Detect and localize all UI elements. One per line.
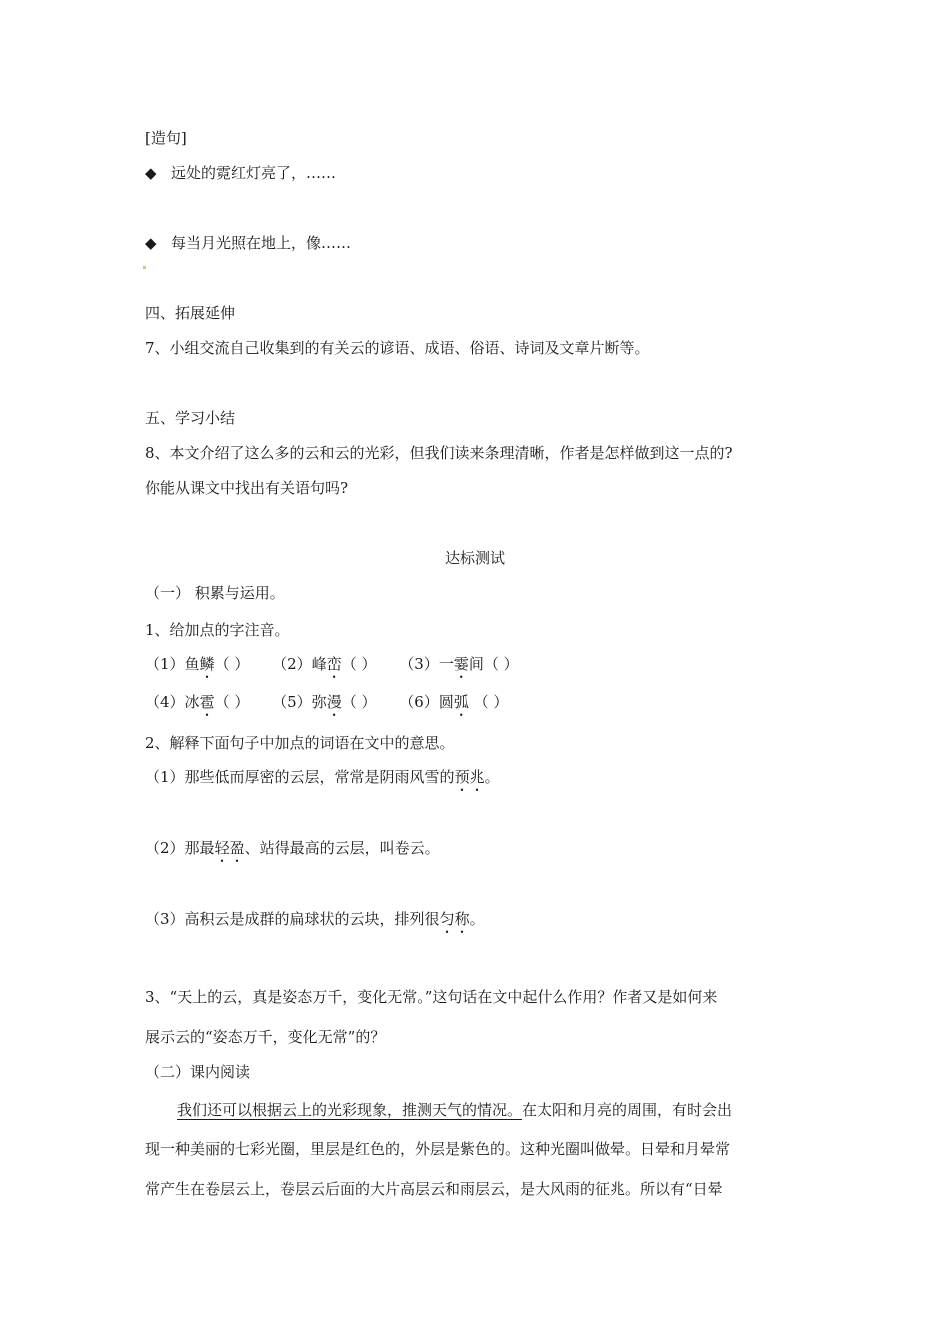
question-2-sentence-2: （2）那最轻盈、站得最高的云层，叫卷云。 bbox=[145, 839, 440, 857]
dotted-char: 弧 bbox=[453, 693, 469, 711]
part-2-heading: （二）课内阅读 bbox=[145, 1063, 251, 1081]
question-3-line-2: 展示云的“姿态万千，变化无常”的？ bbox=[145, 1028, 386, 1046]
diamond-bullet-icon: ◆ bbox=[145, 234, 157, 252]
pinyin-item: （3）一霎间（ ） bbox=[399, 655, 519, 673]
question-7: 7、小组交流自己收集到的有关云的谚语、成语、俗语、诗词及文章片断等。 bbox=[145, 339, 650, 357]
sentence-item-2 bbox=[145, 233, 351, 253]
section-5-heading: 五、学习小结 bbox=[145, 409, 236, 427]
question-8-line-2: 你能从课文中找出有关语句吗? bbox=[145, 479, 349, 497]
question-2-sentence-3: （3）高积云是成群的扁球状的云块，排列很匀称。 bbox=[145, 910, 485, 928]
sentence-item-1 bbox=[145, 163, 336, 183]
question-2-prompt: 2、解释下面句子中加点的词语在文中的意思。 bbox=[145, 734, 455, 752]
dotted-word: 轻盈 bbox=[214, 839, 245, 857]
dotted-word: 预兆 bbox=[454, 768, 485, 786]
pinyin-item: （6）圆弧 （ ） bbox=[399, 693, 509, 711]
reading-line-1: 我们还可以根据云上的光彩现象，推测天气的情况。在太阳和月亮的周围，有时会出 bbox=[177, 1101, 733, 1119]
question-1-prompt: 1、给加点的字注音。 bbox=[145, 621, 290, 639]
sentence-item-text: 每当月光照在地上，像…… bbox=[171, 234, 352, 252]
test-title: 达标测试 bbox=[444, 549, 505, 567]
question-8-line-1: 8、本文介绍了这么多的云和云的光彩，但我们读来条理清晰，作者是怎样做到这一点的? bbox=[145, 444, 733, 462]
underlined-sentence: 我们还可以根据云上的光彩现象，推测天气的情况。 bbox=[177, 1101, 523, 1119]
sentence-making-heading: [造句] bbox=[145, 129, 187, 147]
pinyin-row-1 bbox=[145, 654, 519, 682]
sentence-item-text: 远处的霓红灯亮了，…… bbox=[171, 164, 337, 182]
diamond-bullet-icon: ◆ bbox=[145, 164, 157, 182]
pinyin-item: （5）弥漫（ ） bbox=[272, 693, 377, 711]
pinyin-row-2 bbox=[145, 692, 508, 720]
pinyin-item: （2）峰峦（ ） bbox=[272, 655, 377, 673]
question-2-sentence-1: （1）那些低而厚密的云层，常常是阴雨风雪的预兆。 bbox=[145, 768, 500, 786]
pinyin-item: （1）鱼鳞（ ） bbox=[145, 655, 250, 673]
scan-speck bbox=[143, 266, 146, 269]
dotted-word: 匀称 bbox=[439, 910, 470, 928]
pinyin-item: （4）冰雹（ ） bbox=[145, 693, 250, 711]
question-3-line-1: 3、“天上的云，真是姿态万千，变化无常。”这句话在文中起什么作用？作者又是如何来 bbox=[145, 988, 718, 1006]
dotted-char: 峦 bbox=[326, 655, 342, 673]
dotted-char: 雹 bbox=[199, 693, 215, 711]
reading-line-2: 现一种美丽的七彩光圈，里层是红色的，外层是紫色的。这种光圈叫做晕。日晕和月晕常 bbox=[145, 1140, 731, 1158]
section-4-heading: 四、拓展延伸 bbox=[145, 304, 236, 322]
dotted-char: 霎 bbox=[453, 655, 469, 673]
reading-line-3: 常产生在卷层云上，卷层云后面的大片高层云和雨层云，是大风雨的征兆。所以有“日晕 bbox=[145, 1180, 723, 1198]
part-1-heading: （一） 积累与运用。 bbox=[145, 584, 285, 602]
dotted-char: 漫 bbox=[326, 693, 342, 711]
dotted-char: 鳞 bbox=[199, 655, 215, 673]
